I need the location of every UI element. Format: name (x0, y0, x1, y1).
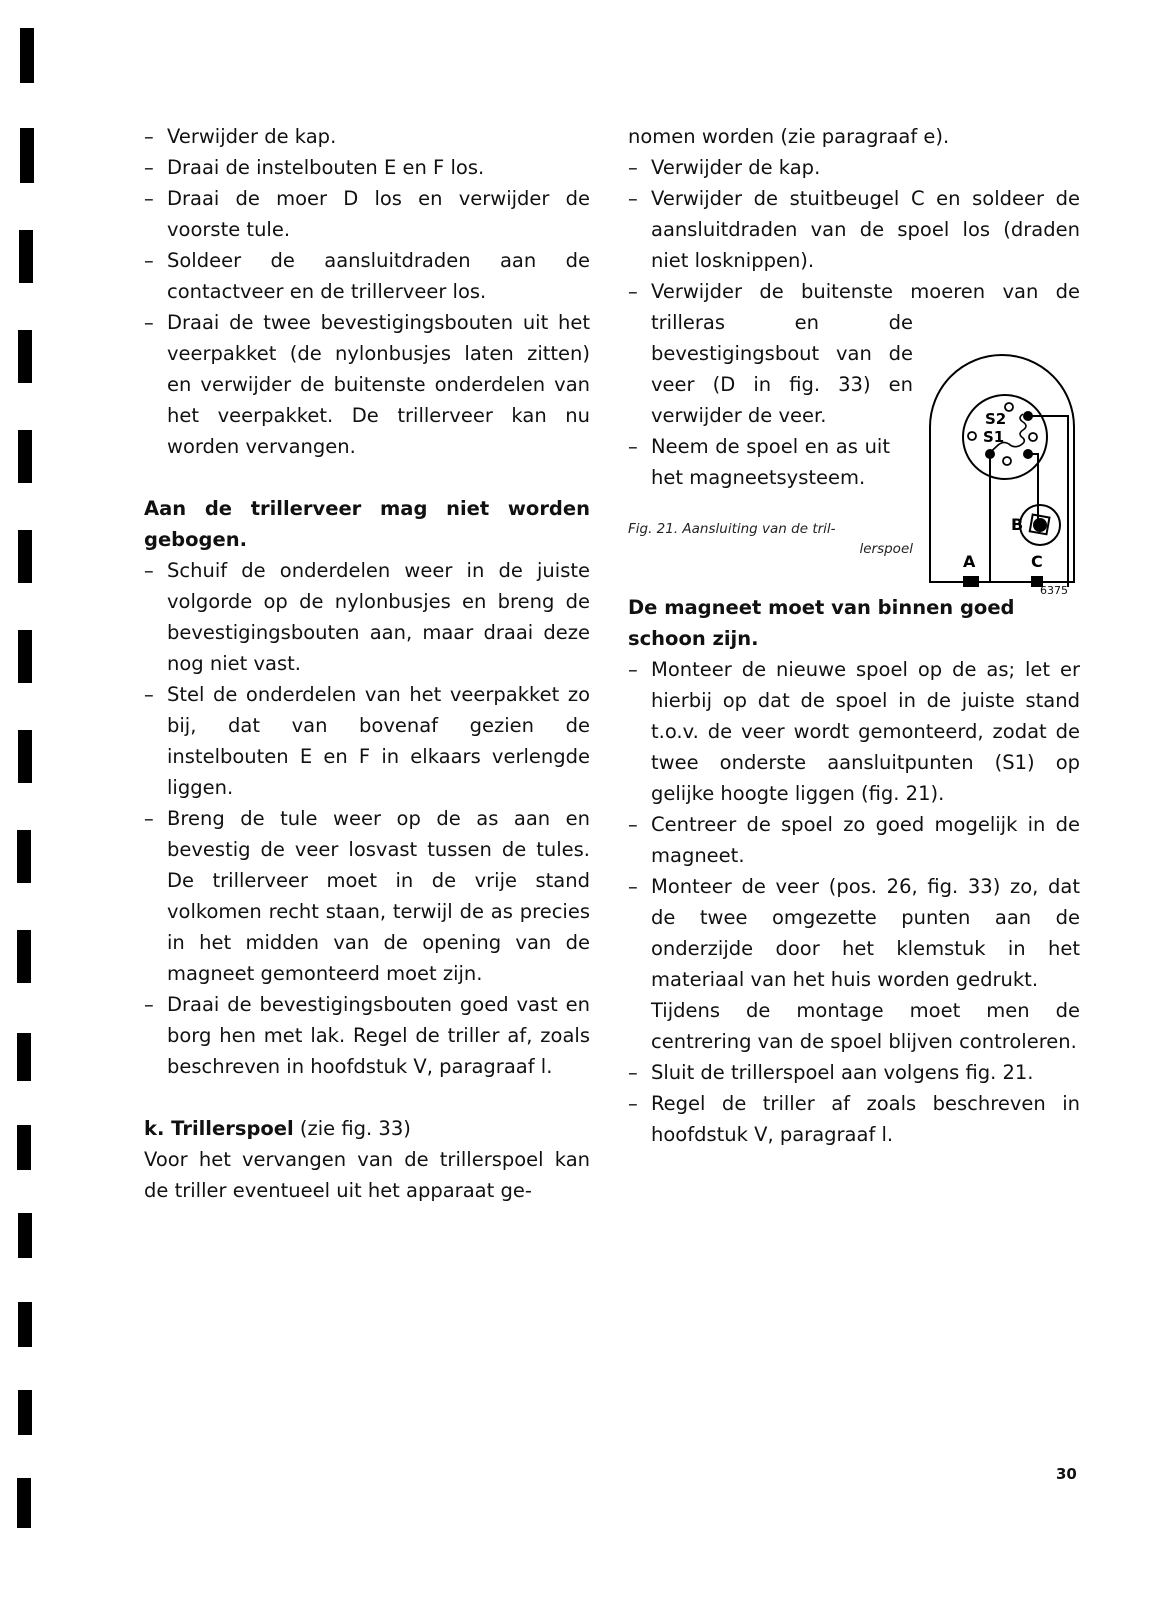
list-item: – Breng de tule weer op de as aan en bevestig de veer losvast tussen de tules. De trillerveer moet in de vrije stand volkomen recht staan, terwijl de as precies in het midden van de opening van de magneet gemonteerd moet zijn. (144, 803, 590, 989)
binding-mark (17, 1033, 31, 1081)
list-item: – Schuif de onderdelen weer in de juiste volgorde op de nylonbusjes en breng de bevestigingsbouten aan, maar draai deze nog niet vast. (144, 555, 590, 679)
binding-mark (18, 530, 32, 583)
right-column (628, 121, 1080, 1150)
list-item: – Draai de twee bevestigingsbouten uit het veerpakket (de nylonbusjes laten zitten) en verwijder de buitenste onderdelen van het veerpakket. De trillerveer kan nu worden vervangen. (144, 307, 590, 462)
section-heading-ref: (zie fig. 33) (293, 1117, 411, 1140)
binding-mark (17, 830, 31, 883)
figure-caption-line2: lerspoel (859, 541, 913, 557)
binding-marks (0, 0, 60, 1597)
note-text: Tijdens de montage moet men de centrering van de spoel blijven controleren. (651, 999, 1080, 1053)
binding-mark (18, 430, 32, 483)
left-column (144, 121, 590, 1206)
svg-text:B: B (1011, 515, 1024, 534)
list-item: – Monteer de veer (pos. 26, fig. 33) zo, dat de twee omgezette punten aan de onderzijde door het klemstuk in het materiaal van het huis worden gedrukt. (628, 871, 1080, 995)
warning-heading: De magneet moet van binnen goed schoon zijn. (628, 596, 1015, 650)
binding-mark (18, 730, 32, 783)
list-item: – Soldeer de aansluitdraden aan de contactveer en de trillerveer los. (144, 245, 590, 307)
figure-caption-line1: Fig. 21. Aansluiting van de tril- (628, 521, 836, 537)
svg-text:S1: S1 (983, 428, 1005, 446)
binding-mark (18, 1302, 32, 1347)
coil-wiring-diagram (925, 332, 1085, 607)
list-item: – Verwijder de kap. (144, 121, 590, 152)
binding-mark (18, 1213, 32, 1258)
page-number: 30 (1056, 1465, 1077, 1483)
binding-mark (18, 1390, 32, 1435)
binding-mark (20, 28, 34, 83)
list-item: – Draai de bevestigingsbouten goed vast en borg hen met lak. Regel de triller af, zoals beschreven in hoofdstuk V, paragraaf l. (144, 989, 590, 1082)
section-intro: Voor het vervangen van de trillerspoel kan de triller eventueel uit het apparaat ge- (144, 1148, 590, 1202)
section-heading (144, 1113, 590, 1144)
list-item: – Neem de spoel en as uit het magneetsysteem. (628, 431, 890, 493)
svg-text:S2: S2 (985, 410, 1007, 428)
continuation-text: nomen worden (zie paragraaf e). (628, 125, 950, 148)
list-item-continuation: trilleras en de bevestigingsbout van de veer (D in fig. 33) en verwijder de veer. (651, 311, 913, 427)
list-item: – Verwijder de kap. (628, 152, 1080, 183)
binding-mark (17, 930, 31, 983)
svg-text:C: C (1031, 552, 1043, 571)
figure-caption (628, 519, 913, 559)
binding-mark (19, 230, 33, 283)
list-item: – Verwijder de buitenste moeren van de (628, 276, 1080, 307)
binding-mark (17, 1125, 31, 1170)
list-item: – Draai de instelbouten E en F los. (144, 152, 590, 183)
binding-mark (18, 330, 32, 383)
list-item: – Centreer de spoel zo goed mogelijk in de magneet. (628, 809, 1080, 871)
svg-text:A: A (963, 552, 976, 571)
warning-heading: Aan de trillerveer mag niet worden gebogen. (144, 497, 590, 551)
binding-mark (17, 1478, 31, 1528)
list-item: – Draai de moer D los en verwijder de voorste tule. (144, 183, 590, 245)
list-item: – Monteer de nieuwe spoel op de as; let er hierbij op dat de spoel in de juiste stand t.o.v. de veer wordt gemonteerd, zodat de twee onderste aansluitpunten (S1) op gelijke hoogte liggen (fig. 21). (628, 654, 1080, 809)
binding-mark (20, 128, 34, 183)
list-item: – Regel de triller af zoals beschreven in hoofdstuk V, paragraaf l. (628, 1088, 1080, 1150)
figure-number: 6375 (1040, 584, 1068, 597)
binding-mark (18, 630, 32, 683)
list-item: – Verwijder de stuitbeugel C en soldeer de aansluitdraden van de spoel los (draden niet losknippen). (628, 183, 1080, 276)
figure-coil-connection-diagram (925, 332, 1085, 607)
list-item: – Sluit de trillerspoel aan volgens fig. 21. (628, 1057, 1080, 1088)
list-item: – Stel de onderdelen van het veerpakket zo bij, dat van bovenaf gezien de instelbouten E en F in elkaars verlengde liggen. (144, 679, 590, 803)
section-heading-title: k. Trillerspoel (144, 1117, 294, 1140)
